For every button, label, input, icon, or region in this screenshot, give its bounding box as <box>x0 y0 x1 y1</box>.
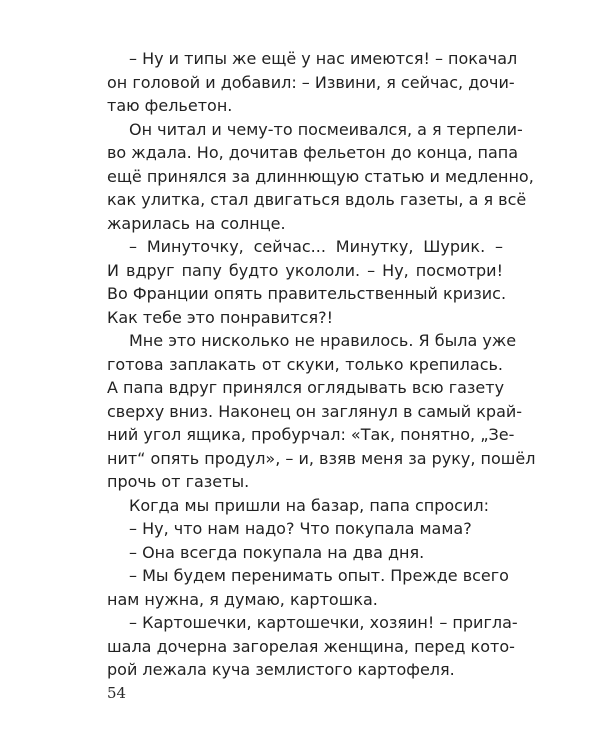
text-line: – Она всегда покупала на два дня. <box>129 542 425 562</box>
text-line: Мне это нисколько не нравилось. Я была уже <box>129 331 517 350</box>
text-line: Он читал и чему-то посмеивался, а я терпели- <box>129 119 523 139</box>
text-line: шала дочерна загорелая женщина, перед кото- <box>107 636 515 656</box>
text-line: нам нужна, я думаю, картошка. <box>107 589 378 609</box>
text-line: нит“ опять продул», – и, взяв меня за руку, пошёл <box>107 448 536 468</box>
text-line: Во Франции опять правительственный кризис. <box>107 284 507 303</box>
text-line: – Мы будем перенимать опыт. Прежде всего <box>129 566 509 585</box>
text-line: И вдруг папу будто укололи. – Ну, посмотри! <box>107 260 503 280</box>
text-line: во ждала. Но, дочитав фельетон до конца, папа <box>107 143 519 162</box>
text-line: он головой и добавил: – Извини, я сейчас, дочи- <box>107 72 515 92</box>
page-number: 54 <box>107 684 127 702</box>
text-line: сверху вниз. Наконец он заглянул в самый край- <box>107 401 523 421</box>
text-line: – Ну и типы же ещё у нас имеются! – покачал <box>129 49 518 68</box>
text-line: таю фельетон. <box>107 96 233 115</box>
text-line: – Ну, что нам надо? Что покупала мама? <box>129 519 472 538</box>
text-line: жарилась на солнце. <box>107 213 286 233</box>
text-line: – Минуточку, сейчас... Минутку, Шурик. – <box>129 237 503 256</box>
text-line: Когда мы пришли на базар, папа спросил: <box>129 495 489 515</box>
text-line: рой лежала куча землистого картофеля. <box>107 660 455 679</box>
text-line: Как тебе это понравится?! <box>107 307 333 327</box>
text-line: готова заплакать от скуки, только крепилась. <box>107 354 503 374</box>
text-line: А папа вдруг принялся оглядывать всю газету <box>107 378 505 397</box>
text-line: как улитка, стал двигаться вдоль газеты, а я всё <box>107 190 527 209</box>
text-line: ещё принялся за длиннющую статью и медленно, <box>107 166 534 186</box>
text-line: ний угол ящика, пробурчал: «Так, понятно, „Зе- <box>107 425 515 444</box>
text-line: – Картошечки, картошечки, хозяин! – пригла- <box>129 613 518 632</box>
page-body-text <box>107 47 536 682</box>
text-line: прочь от газеты. <box>107 472 250 491</box>
